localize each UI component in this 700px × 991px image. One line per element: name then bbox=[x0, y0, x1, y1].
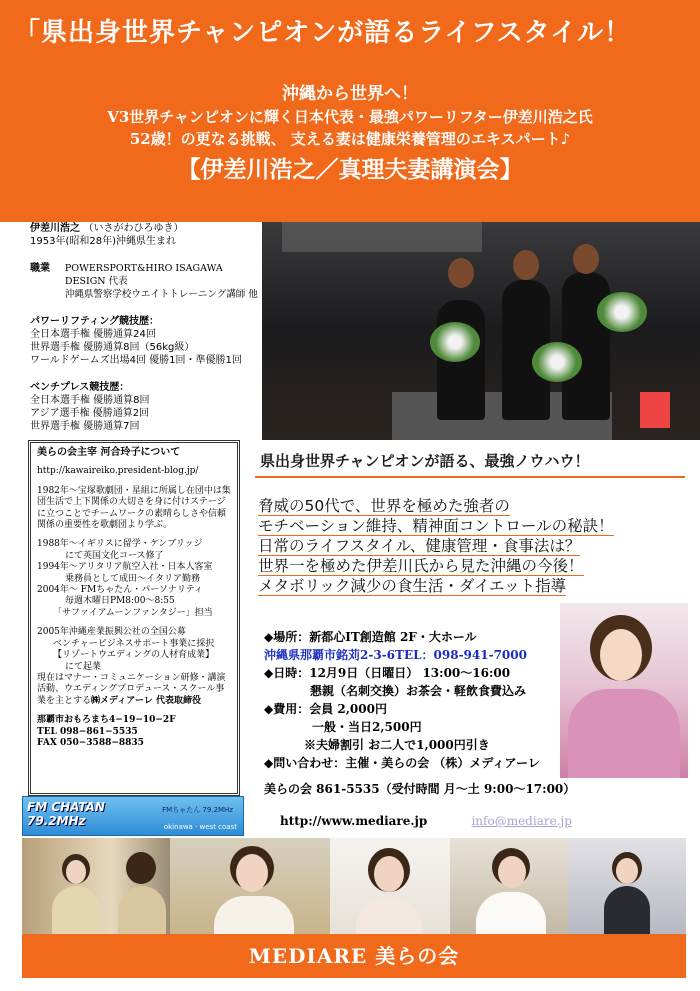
talk-point: モチベーション維持、精神面コントロールの秘訣！ bbox=[258, 517, 614, 535]
athlete-head bbox=[573, 244, 599, 274]
current-activity bbox=[37, 673, 231, 707]
talk-points bbox=[258, 496, 698, 596]
event-details bbox=[264, 628, 564, 772]
fm-sub-text: okinawa · west coast bbox=[163, 823, 237, 831]
header-line-3: 52歳！の更なる挑戦、 支える妻は健康栄養管理のエキスパート♪ bbox=[129, 130, 571, 148]
record-line: アジア選手権 優勝通算2回 bbox=[30, 408, 150, 419]
history-line: 1988年〜イギリスに留学・ケンブリッジ bbox=[37, 539, 203, 550]
flower-bouquet bbox=[430, 322, 480, 362]
fm-frequency: 79.2MHz bbox=[27, 814, 86, 828]
record-line: 世界選手権 優勝通算8回（56kg級） bbox=[30, 342, 195, 353]
header-banner bbox=[0, 0, 700, 222]
footer-banner: MEDIARE 美らの会 bbox=[22, 934, 686, 978]
talk-point: 脅威の50代で、世界を極めた強者の bbox=[258, 497, 510, 515]
history-line: 「サファイアムーンファンタジー」担当 bbox=[53, 607, 213, 618]
photo-strip bbox=[22, 838, 686, 934]
photo-woman-window bbox=[568, 838, 686, 934]
speaker-wife-portrait bbox=[560, 603, 688, 778]
photo-mirror-woman bbox=[22, 838, 170, 934]
website-link[interactable]: http://www.mediare.jp bbox=[280, 814, 428, 828]
powerlifting-record bbox=[30, 315, 260, 367]
event-contact: ◆問い合わせ：主催・美らの会 （株）メディアーレ bbox=[264, 756, 540, 770]
contact-line: 美らの会 861-5535（受付時間 月〜土 9:00〜17:00） bbox=[264, 782, 576, 796]
header-line-2: V3世界チャンピオンに輝く日本代表・最強パワーリフター伊差川浩之氏 bbox=[107, 108, 593, 126]
photo-bride-2 bbox=[450, 838, 568, 934]
record-line: 全日本選手権 優勝通算24回 bbox=[30, 329, 156, 340]
fm-name: FM CHATAN bbox=[27, 800, 105, 814]
job-1: POWERSPORT&HIRO ISAGAWA DESIGN 代表 bbox=[64, 263, 223, 287]
organizer-fax: FAX 050−3588−8835 bbox=[37, 737, 144, 748]
bench-head: ベンチプレス競技歴： bbox=[30, 382, 130, 393]
record-line: 世界選手権 優勝通算7回 bbox=[30, 421, 140, 432]
organizer-tel: TEL 098−861−5535 bbox=[37, 726, 138, 737]
athlete-head bbox=[448, 258, 474, 288]
podium-photo bbox=[262, 222, 700, 440]
organizer-history: 1982年〜宝塚歌劇団・星組に所属し在団中は集団生活で上下関係の大切さを身に付けステージに立つことでチームワークの素晴らしさや信頼関係の重要性を歌劇団より学ぶ。 bbox=[37, 485, 231, 531]
speaker-profile bbox=[30, 222, 260, 433]
history-line: 2005年沖縄産業振興公社の全国公募 bbox=[37, 627, 186, 638]
fm-side-text: FMちゃたん 79.2MHz bbox=[162, 806, 233, 814]
flag bbox=[640, 392, 670, 428]
event-fee: ◆費用：会員 2,000円 bbox=[264, 702, 387, 716]
current-title: ㈱メディアーレ 代表取締役 bbox=[91, 695, 201, 706]
job-2: 沖縄県警察学校ウエイトトレーニング講師 他 bbox=[64, 289, 258, 300]
talk-point: 世界一を極めた伊差川氏から見た沖縄の今後！ bbox=[258, 557, 584, 575]
speaker-reading: （いさがわひろゆき） bbox=[83, 223, 184, 234]
history-line: 毎週木曜日PM8:00〜8:55 bbox=[65, 596, 175, 607]
record-line: 全日本選手権 優勝通算8回 bbox=[30, 395, 150, 406]
event-date: ◆日時：12月9日（日曜日） 13:00〜16:00 bbox=[264, 666, 511, 680]
event-social: 懇親（名刺交換）お茶会・軽飲食費込み bbox=[310, 684, 527, 698]
web-links bbox=[280, 814, 572, 828]
speaker-born: 1953年(昭和28年)沖縄県生まれ bbox=[30, 236, 176, 247]
current-activity-text: 現在はマナー・コミュニケーション研修・講演活動、ウエディングプロデュース・スクール事業を主とする bbox=[37, 672, 226, 706]
flower-bouquet bbox=[597, 292, 647, 332]
powerlifting-head: パワーリフティング競技歴： bbox=[30, 316, 159, 327]
history-line: 1994年〜アリタリア航空入社・日本人客室 bbox=[37, 562, 213, 573]
event-title: 【伊差川浩之／真理夫妻講演会】 bbox=[177, 156, 523, 183]
main-title: 「県出身世界チャンピオンが語るライフスタイル！ bbox=[14, 18, 632, 48]
event-fee-general: 一般・当日2,500円 bbox=[312, 720, 422, 734]
history-line: 乗務員として成田〜イタリア勤務 bbox=[65, 573, 201, 584]
email-link[interactable]: info@mediare.jp bbox=[471, 814, 572, 828]
talk-point: メタボリック減少の食生活・ダイエット指導 bbox=[258, 577, 567, 595]
fm-chatan-logo bbox=[22, 796, 244, 836]
event-place: ◆場所：新都心IT創造館 2F・大ホール bbox=[264, 630, 477, 644]
bench-record bbox=[30, 381, 260, 433]
photo-bride bbox=[170, 838, 330, 934]
header-line-1: 沖縄から世界へ！ bbox=[282, 84, 418, 104]
history-line: にて起業 bbox=[65, 661, 102, 672]
organizer-blog-url: http://kawaireiko.president-blog.jp/ bbox=[37, 466, 199, 477]
history-line: 2004年〜 FMちゃたん・パーソナリティ bbox=[37, 585, 203, 596]
talk-point: 日常のライフスタイル、健康管理・食事法は？ bbox=[258, 537, 581, 555]
organizer-address: 那覇市おもろまち4−19−10−2F bbox=[37, 715, 176, 726]
speaker-name: 伊差川浩之 bbox=[30, 223, 80, 234]
organizer-profile-box bbox=[28, 440, 240, 796]
event-fee-discount: ※夫婦割引 お二人で1,000円引き bbox=[304, 738, 490, 752]
history-line: にて英国文化コース修了 bbox=[65, 550, 164, 561]
record-line: ワールドゲームズ出場4回 優勝1回・準優勝1回 bbox=[30, 355, 242, 366]
job-label: 職業 bbox=[30, 263, 50, 274]
organizer-head: 美らの会主宰 河合玲子について bbox=[37, 447, 181, 458]
history-line: 【リゾートウエディングの人材育成業】 bbox=[53, 650, 215, 661]
athlete-head bbox=[513, 250, 539, 280]
event-address: 沖縄県那覇市銘苅2-3-6TEL：098-941-7000 bbox=[264, 648, 527, 662]
flower-bouquet bbox=[532, 342, 582, 382]
job-row bbox=[30, 262, 260, 301]
photo-banner bbox=[282, 222, 482, 252]
knowhow-heading: 県出身世界チャンピオンが語る、最強ノウハウ！ bbox=[260, 452, 590, 470]
history-line: ベンチャービジネスサポート事業に採択 bbox=[53, 638, 215, 649]
photo-woman-flowers bbox=[330, 838, 450, 934]
header-sub bbox=[0, 82, 700, 188]
